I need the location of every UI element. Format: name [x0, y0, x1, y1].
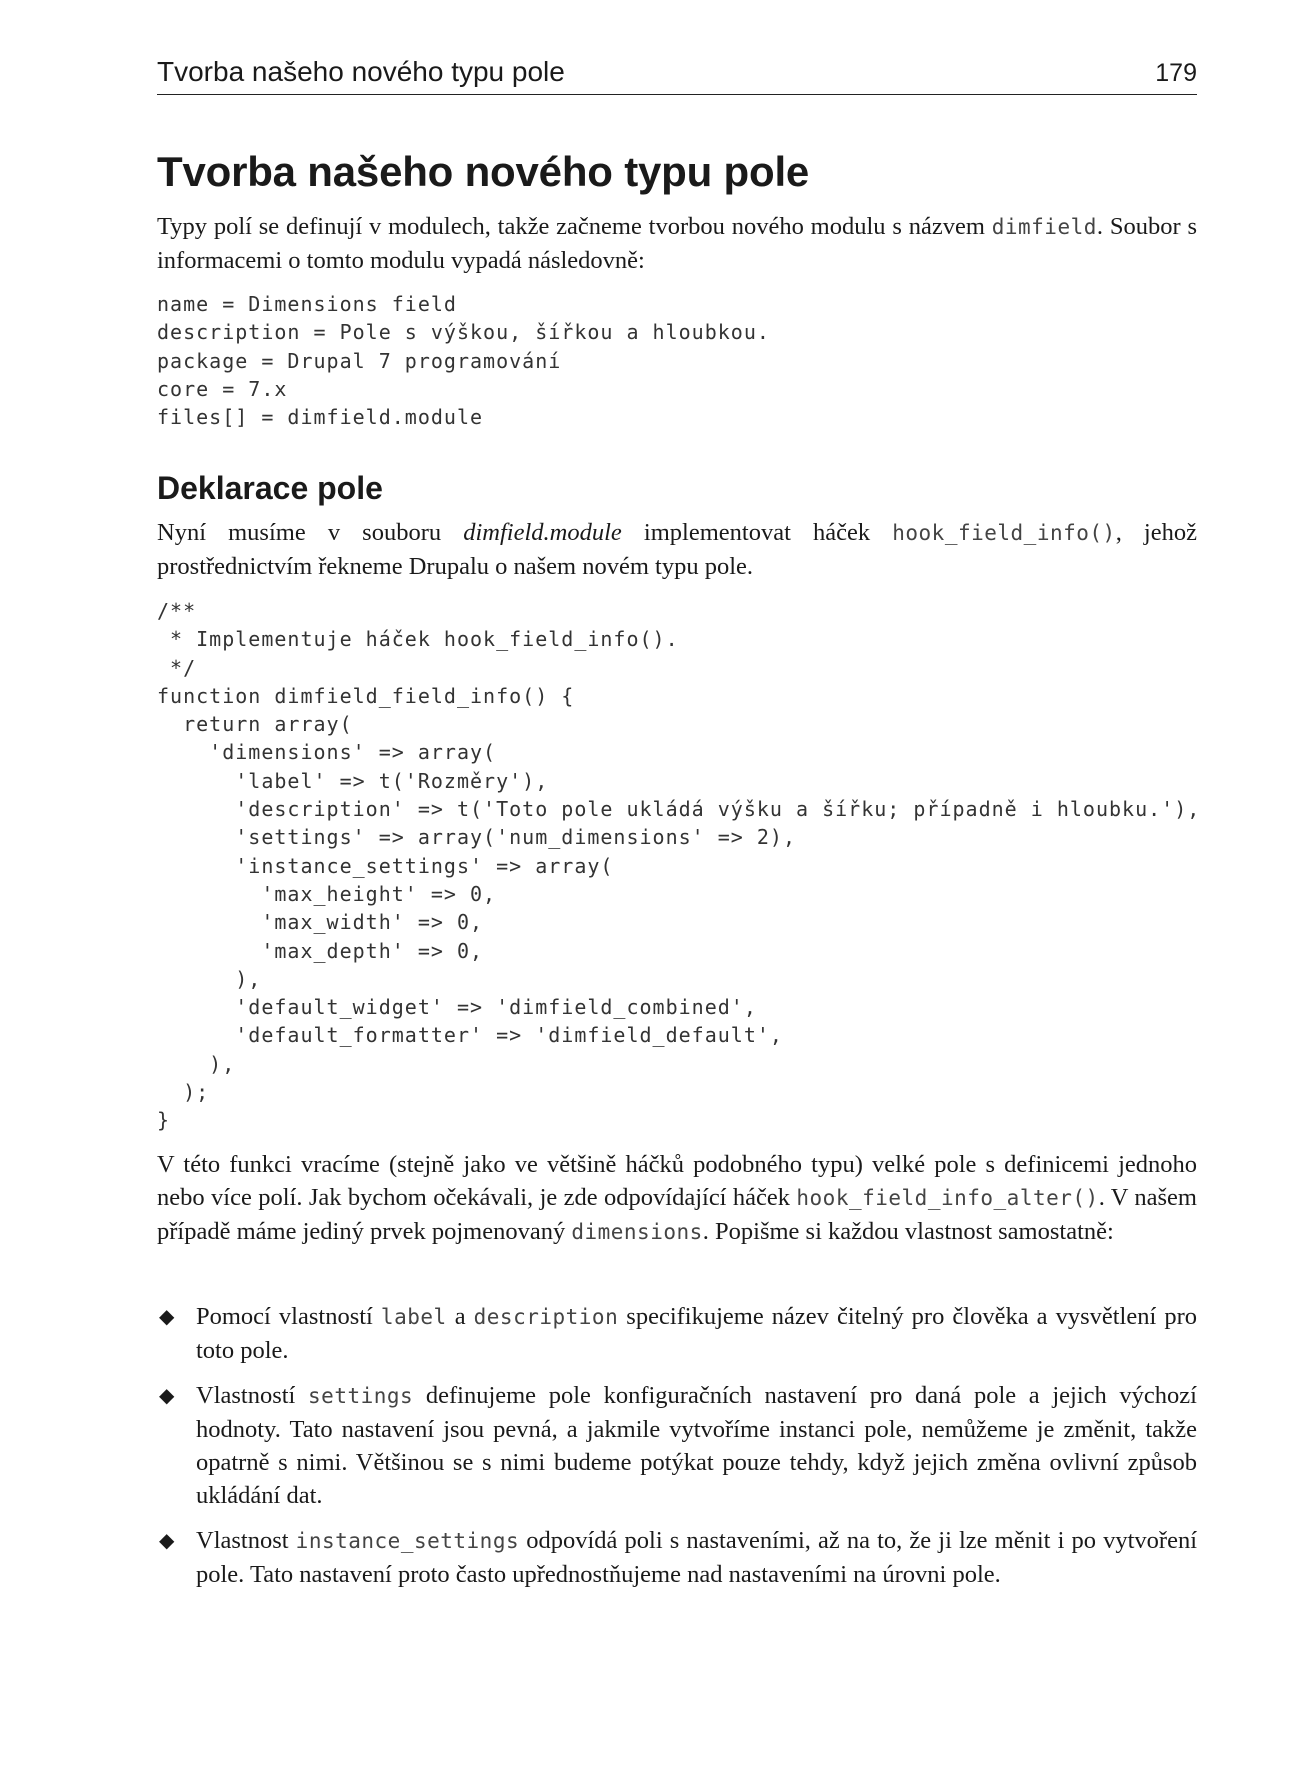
para1-text-a: Nyní musíme v souboru [157, 519, 464, 546]
section-heading: Tvorba našeho nového typu pole [157, 148, 810, 195]
para2-text-b: . V našem případě máme jediný prvek pojmenovaný [157, 1184, 1197, 1245]
intro-text-b: . Soubor s informacemi o tomto modulu vypadá následovně: [157, 213, 1197, 274]
inline-code: hook_field_info_alter() [796, 1186, 1099, 1210]
page-number: 179 [1155, 59, 1197, 87]
bullet-text: Vlastností [196, 1382, 309, 1409]
bullet-text: definujeme pole konfiguračních nastavení pro daná pole a jejich výchozí hodnoty. Tato nastavení jsou pevná, a jakmile vytvoříme instanci pole, nemůžeme je změnit, takže opatrně s nimi. Většinou se s nimi budeme potýkat pouze tehdy, když jejich změna ovlivní způsob ukládání dat. [196, 1382, 1197, 1509]
para1-text-b: implementovat háček [621, 519, 893, 546]
explanation-paragraph [157, 1148, 1197, 1249]
declaration-paragraph [157, 516, 1197, 583]
bullet-text: a [446, 1303, 474, 1330]
para1-text-c: , jehož prostřednictvím řekneme Drupalu o našem novém typu pole. [157, 519, 1197, 580]
diamond-bullet-icon: ◆ [159, 1530, 175, 1552]
inline-code: instance_settings [295, 1529, 520, 1553]
inline-code: dimensions [571, 1220, 703, 1244]
intro-paragraph [157, 210, 1197, 277]
file-name: dimfield.module [463, 519, 622, 546]
bullet-text: specifikujeme název čitelný pro člověka a vysvětlení pro toto pole. [196, 1303, 1197, 1364]
list-item [157, 1300, 1197, 1367]
inline-code: label [380, 1305, 447, 1329]
bullet-text: Pomocí vlastností [196, 1303, 381, 1330]
inline-code: dimfield [991, 215, 1097, 239]
para2-text-a: V této funkci vracíme (stejně jako ve většině háčků podobného typu) velké pole s definicemi jednoho nebo více polí. Jak bychom očekávali, je zde odpovídající háček [157, 1151, 1197, 1211]
bullet-text: Vlastnost [196, 1527, 296, 1554]
para2-text-c: . Popišme si každou vlastnost samostatně: [702, 1218, 1114, 1245]
function-code-block: /** * Implementuje háček hook_field_info(). */ function dimfield_field_info() { return array( 'dimensions' => array( 'label' => t('Rozměry'), 'description' => t('Toto pole ukládá výšku a šířku; případně i hloubku.'), 'settings' => array('num_dimensions' => 2), 'instance_settings' => array( 'max_height' => 0, 'max_width' => 0, 'max_depth' => 0, ), 'default_widget' => 'dimfield_combined', 'default_formatter' => 'dimfield_default', ), ); } [157, 599, 1201, 1133]
running-header [157, 56, 1197, 95]
module-info-code: name = Dimensions field description = Pole s výškou, šířkou a hloubkou. package = Drupal 7 programování core = 7.x files[] = dimfield.module [157, 292, 770, 430]
diamond-bullet-icon: ◆ [159, 1385, 175, 1407]
inline-code: settings [308, 1384, 414, 1408]
intro-text-a: Typy polí se definují v modulech, takže začneme tvorbou nového modulu s názvem [157, 213, 992, 240]
bullet-text: odpovídá poli s nastaveními, až na to, že ji lze měnit i po vytvoření pole. Tato nastavení proto často upřednostňujeme nad nastaveními na úrovni pole. [196, 1527, 1197, 1588]
property-list [157, 1300, 1197, 1603]
inline-code: description [473, 1305, 619, 1329]
list-item [157, 1379, 1197, 1512]
inline-code: hook_field_info() [892, 521, 1116, 545]
subsection-heading: Deklarace pole [157, 470, 383, 506]
running-title: Tvorba našeho nového typu pole [157, 56, 565, 87]
list-item [157, 1524, 1197, 1591]
diamond-bullet-icon: ◆ [159, 1306, 175, 1328]
